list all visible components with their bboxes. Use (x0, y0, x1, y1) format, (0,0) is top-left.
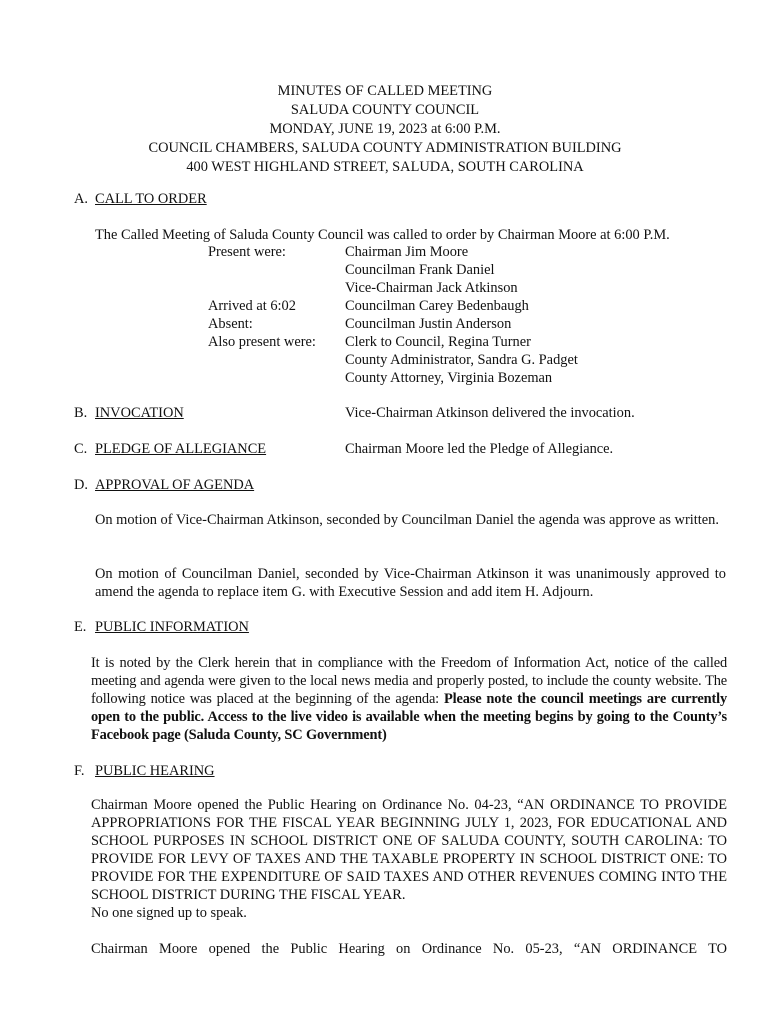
section-title: PUBLIC HEARING (95, 763, 215, 779)
header-council: SALUDA COUNTY COUNCIL (290, 102, 480, 118)
section-e-heading (74, 617, 249, 637)
roster-name: County Administrator, Sandra G. Padget (345, 352, 578, 368)
roster-name: Councilman Carey Bedenbaugh (345, 298, 529, 314)
invocation-note: Vice-Chairman Atkinson delivered the invocation. (345, 405, 635, 421)
section-b-heading (74, 403, 184, 423)
approval-paragraph-2: On motion of Councilman Daniel, seconded by Vice-Chairman Atkinson it was unanimously approved to amend the agenda to replace item G. with Executive Session and add item H. Adjourn. (95, 566, 726, 600)
section-title: APPROVAL OF AGENDA (95, 477, 255, 493)
public-hearing-note: No one signed up to speak. (91, 905, 247, 921)
approval-paragraph-1: On motion of Vice-Chairman Atkinson, seconded by Councilman Daniel the agenda was approve as written. (95, 512, 719, 528)
public-hearing-paragraph-1: Chairman Moore opened the Public Hearing on Ordinance No. 04-23, “AN ORDINANCE TO PROVIDE APPROPRIATIONS FOR THE FISCAL YEAR BEGINNING JULY 1, 2023, FOR EDUCATIONAL AND SCHOOL PURPOSES IN SCHOOL DISTRICT ONE OF SALUDA COUNTY, SOUTH CAROLINA: TO PROVIDE FOR LEVY OF TAXES AND THE TAXABLE PROPERTY IN SCHOOL DISTRICT ONE: TO PROVIDE FOR THE EXPENDITURE OF SAID TAXES AND OTHER REVENUES COMING INTO THE SCHOOL DISTRICT DURING THE FISCAL YEAR. (91, 797, 727, 903)
roster-label: Absent: (208, 316, 253, 332)
section-title: INVOCATION (95, 405, 184, 421)
section-letter: C. (74, 441, 88, 457)
header-location: COUNCIL CHAMBERS, SALUDA COUNTY ADMINISTRATION BUILDING (148, 140, 622, 156)
roster-name: Chairman Jim Moore (345, 244, 469, 260)
roster-name: Councilman Justin Anderson (345, 316, 512, 332)
section-letter: E. (74, 619, 87, 635)
public-information-text: It is noted by the Clerk herein that in compliance with the Freedom of Information Act, notice of the called meeting and agenda were given to the local news media and properly posted, to include the county website. The following notice was placed at the beginning of the agenda: (91, 655, 727, 707)
section-letter: A. (74, 191, 88, 207)
header-date: MONDAY, JUNE 19, 2023 at 6:00 P.M. (269, 121, 501, 137)
public-hearing-paragraph-2: Chairman Moore opened the Public Hearing on Ordinance No. 05-23, “AN ORDINANCE TO (91, 941, 727, 957)
section-c-heading (74, 439, 266, 459)
roster-name: Councilman Frank Daniel (345, 262, 495, 278)
section-letter: F. (74, 763, 85, 779)
section-letter: D. (74, 477, 88, 493)
section-d-heading (74, 475, 254, 495)
section-title: PLEDGE OF ALLEGIANCE (95, 441, 267, 457)
public-information-paragraph (91, 654, 727, 744)
header-title: MINUTES OF CALLED MEETING (277, 83, 493, 99)
roster-name: County Attorney, Virginia Bozeman (345, 370, 553, 386)
roster-name: Clerk to Council, Regina Turner (345, 334, 531, 350)
roster-label: Also present were: (208, 334, 316, 350)
call-to-order-intro: The Called Meeting of Saluda County Council was called to order by Chairman Moore at 6:00 P.M. (95, 227, 670, 243)
section-a-heading (74, 189, 207, 209)
header-address: 400 WEST HIGHLAND STREET, SALUDA, SOUTH CAROLINA (186, 159, 584, 175)
section-f-heading (74, 761, 215, 781)
document-header (0, 82, 770, 177)
roster-name: Vice-Chairman Jack Atkinson (345, 280, 518, 296)
section-title: CALL TO ORDER (95, 191, 207, 207)
roster-label: Present were: (208, 244, 286, 260)
section-title: PUBLIC INFORMATION (95, 619, 249, 635)
pledge-note: Chairman Moore led the Pledge of Allegiance. (345, 441, 614, 457)
section-letter: B. (74, 405, 88, 421)
public-information-notice: Please note the council meetings are currently open to the public. Access to the live video is available when the meeting begins by going to the County’s Facebook page (Saluda County, SC Government) (91, 691, 727, 743)
roster-label: Arrived at 6:02 (208, 298, 296, 314)
